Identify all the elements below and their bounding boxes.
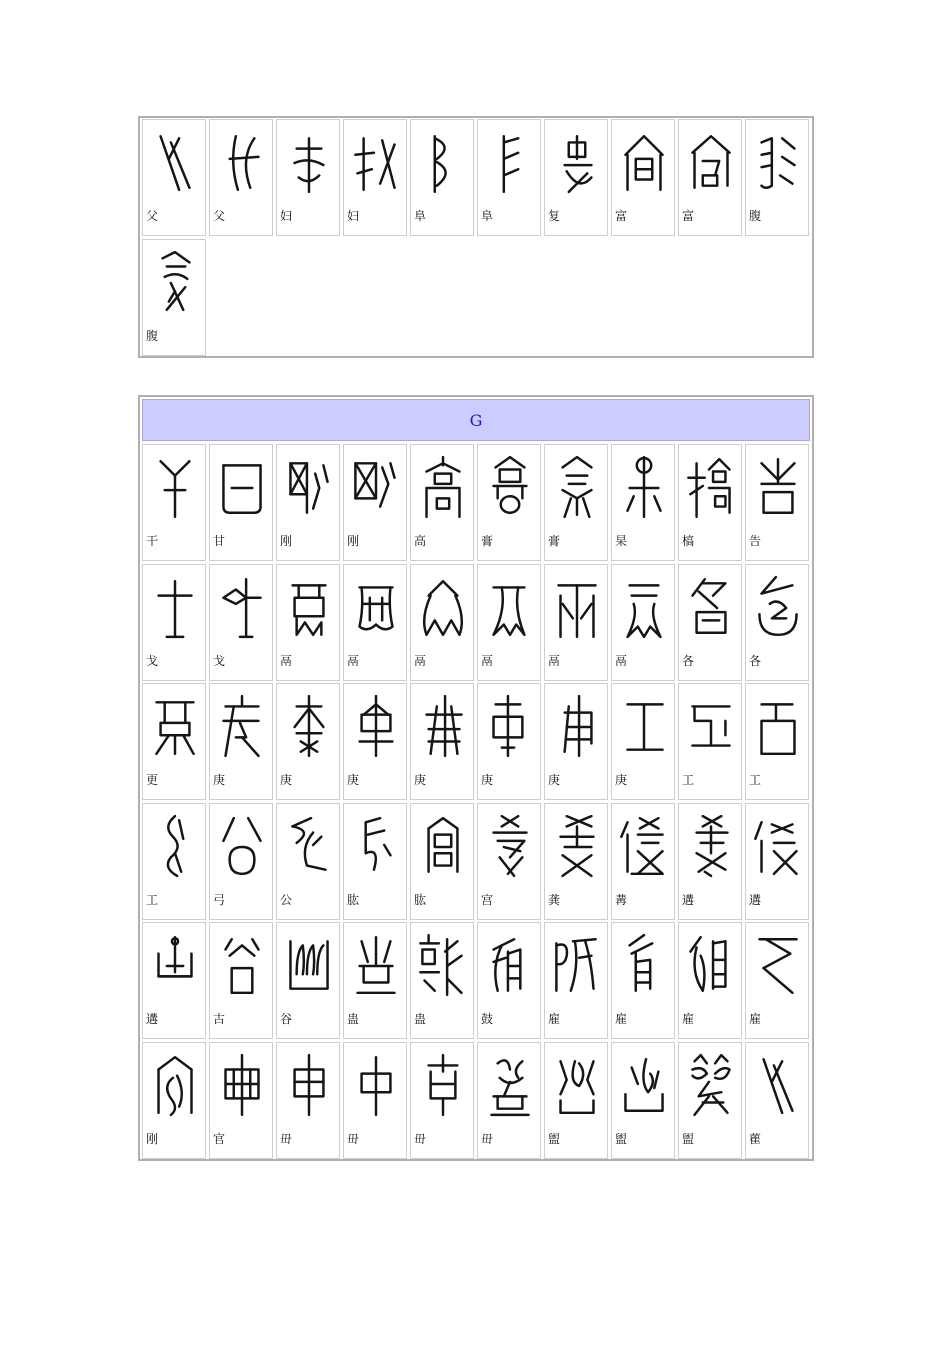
- oracle-bone-glyph-icon: [215, 931, 269, 999]
- character-label: 肱: [414, 892, 427, 907]
- character-label: 毌: [481, 1131, 494, 1146]
- character-cell: [544, 444, 608, 561]
- character-cell: [611, 803, 675, 920]
- character-cell: [276, 119, 340, 236]
- character-label: 戈: [146, 653, 159, 668]
- oracle-bone-glyph-icon: [483, 573, 537, 641]
- character-label: 妇: [347, 209, 360, 223]
- oracle-bone-glyph-icon: [416, 812, 470, 880]
- character-cell: [276, 1042, 340, 1159]
- character-cell: [343, 1042, 407, 1159]
- oracle-bone-glyph-icon: [215, 573, 269, 641]
- character-cell: [343, 803, 407, 920]
- character-cell: [410, 119, 474, 236]
- oracle-bone-glyph-icon: [684, 573, 738, 641]
- character-label: 工: [146, 892, 159, 907]
- oracle-bone-glyph-icon: [550, 812, 604, 880]
- oracle-bone-glyph-icon: [684, 931, 738, 999]
- character-label: 复: [548, 209, 561, 223]
- character-label: 富: [682, 209, 695, 223]
- character-label: 告: [749, 534, 762, 548]
- character-cell: [544, 922, 608, 1039]
- character-cell: [678, 922, 742, 1039]
- character-label: 毌: [280, 1131, 293, 1146]
- oracle-bone-glyph-icon: [483, 453, 537, 521]
- character-cell: [745, 922, 809, 1039]
- oracle-bone-glyph-icon: [349, 128, 403, 196]
- character-cell: [142, 922, 206, 1039]
- oracle-bone-glyph-icon: [751, 128, 805, 196]
- character-cell: [410, 922, 474, 1039]
- character-cell: [142, 683, 206, 800]
- oracle-bone-glyph-icon: [550, 931, 604, 999]
- character-label: 蛊: [347, 1012, 360, 1026]
- character-label: 庚: [615, 773, 628, 787]
- character-label: 宫: [481, 892, 494, 907]
- oracle-bone-glyph-icon: [215, 128, 269, 196]
- oracle-bone-glyph-icon: [617, 1051, 671, 1119]
- character-label: 冓: [615, 892, 628, 907]
- character-cell: [343, 444, 407, 561]
- oracle-bone-glyph-icon: [282, 573, 336, 641]
- character-label: 庚: [481, 773, 494, 787]
- character-label: 古: [213, 1012, 226, 1026]
- character-cell: [209, 444, 273, 561]
- oracle-bone-glyph-icon: [349, 931, 403, 999]
- character-label: 各: [749, 653, 762, 668]
- character-label: 甘: [213, 534, 226, 548]
- character-cell: [544, 119, 608, 236]
- oracle-bone-glyph-icon: [349, 1051, 403, 1119]
- character-cell: [142, 239, 206, 356]
- character-label: 杲: [615, 534, 628, 548]
- oracle-bone-glyph-icon: [215, 1051, 269, 1119]
- character-table-g: [138, 395, 814, 1161]
- character-cell: [745, 1042, 809, 1159]
- character-cell: [276, 683, 340, 800]
- oracle-bone-glyph-icon: [751, 1051, 805, 1119]
- character-cell: [611, 119, 675, 236]
- character-label: 父: [213, 209, 226, 223]
- character-cell: [745, 803, 809, 920]
- character-cell: [611, 444, 675, 561]
- oracle-bone-glyph-icon: [282, 931, 336, 999]
- character-cell: [678, 683, 742, 800]
- character-table-f: [138, 116, 814, 358]
- oracle-bone-glyph-icon: [684, 453, 738, 521]
- character-label: 各: [682, 653, 695, 668]
- oracle-bone-glyph-icon: [148, 573, 202, 641]
- character-label: 蛊: [414, 1012, 427, 1026]
- oracle-bone-glyph-icon: [148, 1051, 202, 1119]
- oracle-bone-glyph-icon: [282, 128, 336, 196]
- character-cell: [276, 564, 340, 681]
- character-cell: [477, 1042, 541, 1159]
- oracle-bone-glyph-icon: [282, 453, 336, 521]
- oracle-bone-glyph-icon: [349, 573, 403, 641]
- oracle-bone-glyph-icon: [416, 692, 470, 760]
- character-cell: [410, 444, 474, 561]
- character-label: 更: [146, 773, 159, 787]
- character-cell: [276, 922, 340, 1039]
- character-cell: [544, 683, 608, 800]
- oracle-bone-glyph-icon: [483, 692, 537, 760]
- oracle-bone-glyph-icon: [483, 128, 537, 196]
- character-label: 腹: [749, 209, 762, 223]
- character-cell: [209, 564, 273, 681]
- oracle-bone-glyph-icon: [416, 573, 470, 641]
- character-cell: [477, 683, 541, 800]
- character-cell: [745, 564, 809, 681]
- character-cell: [544, 564, 608, 681]
- character-label: 盥: [548, 1131, 561, 1146]
- oracle-bone-glyph-icon: [416, 931, 470, 999]
- oracle-bone-glyph-icon: [282, 1051, 336, 1119]
- character-label: 雚: [749, 1131, 762, 1146]
- oracle-bone-glyph-icon: [751, 931, 805, 999]
- character-label: 工: [749, 773, 762, 787]
- character-cell: [745, 119, 809, 236]
- character-cell: [544, 1042, 608, 1159]
- oracle-bone-glyph-icon: [148, 692, 202, 760]
- character-cell: [343, 683, 407, 800]
- character-cell: [276, 444, 340, 561]
- character-cell: [678, 119, 742, 236]
- oracle-bone-glyph-icon: [148, 931, 202, 999]
- oracle-bone-glyph-icon: [483, 812, 537, 880]
- oracle-bone-glyph-icon: [282, 692, 336, 760]
- character-label: 毌: [414, 1131, 427, 1146]
- character-label: 鬲: [615, 653, 628, 668]
- character-label: 工: [682, 773, 695, 787]
- section-header: G: [142, 399, 810, 441]
- character-label: 遘: [749, 892, 762, 907]
- character-cell: [410, 683, 474, 800]
- oracle-bone-glyph-icon: [148, 248, 202, 316]
- character-label: 庚: [280, 773, 293, 787]
- character-cell: [745, 683, 809, 800]
- character-cell: [343, 564, 407, 681]
- character-cell: [410, 564, 474, 681]
- oracle-bone-glyph-icon: [416, 1051, 470, 1119]
- character-label: 遘: [146, 1012, 159, 1026]
- oracle-bone-glyph-icon: [550, 453, 604, 521]
- oracle-bone-glyph-icon: [349, 812, 403, 880]
- oracle-bone-glyph-icon: [617, 573, 671, 641]
- character-cell: [142, 1042, 206, 1159]
- character-cell: [276, 803, 340, 920]
- character-label: 鬲: [548, 653, 561, 668]
- oracle-bone-glyph-icon: [617, 453, 671, 521]
- character-label: 干: [146, 534, 159, 548]
- character-cell: [745, 444, 809, 561]
- character-cell: [209, 803, 273, 920]
- oracle-bone-glyph-icon: [684, 128, 738, 196]
- character-label: 戈: [213, 653, 226, 668]
- oracle-bone-glyph-icon: [684, 812, 738, 880]
- character-label: 庚: [347, 773, 360, 787]
- character-cell: [477, 564, 541, 681]
- character-label: 鼓: [481, 1012, 494, 1026]
- character-label: 雇: [615, 1012, 628, 1026]
- oracle-bone-glyph-icon: [617, 812, 671, 880]
- character-label: 膏: [481, 534, 494, 548]
- oracle-bone-glyph-icon: [148, 128, 202, 196]
- character-cell: [477, 803, 541, 920]
- oracle-bone-glyph-icon: [349, 453, 403, 521]
- character-label: 肱: [347, 892, 360, 907]
- oracle-bone-glyph-icon: [416, 128, 470, 196]
- oracle-bone-glyph-icon: [550, 692, 604, 760]
- oracle-bone-glyph-icon: [215, 692, 269, 760]
- oracle-bone-glyph-icon: [349, 692, 403, 760]
- oracle-bone-glyph-icon: [215, 453, 269, 521]
- character-label: 鬲: [414, 653, 427, 668]
- character-label: 毌: [347, 1131, 360, 1146]
- character-label: 膏: [548, 534, 561, 548]
- oracle-bone-glyph-icon: [148, 812, 202, 880]
- oracle-bone-glyph-icon: [550, 1051, 604, 1119]
- character-cell: [477, 119, 541, 236]
- oracle-bone-glyph-icon: [550, 128, 604, 196]
- oracle-bone-glyph-icon: [215, 812, 269, 880]
- oracle-bone-glyph-icon: [684, 692, 738, 760]
- character-label: 盥: [682, 1131, 695, 1146]
- character-label: 刚: [280, 534, 293, 548]
- character-cell: [477, 444, 541, 561]
- character-cell: [410, 1042, 474, 1159]
- character-cell: [209, 922, 273, 1039]
- character-label: 龚: [548, 892, 561, 907]
- character-cell: [142, 564, 206, 681]
- character-cell: [209, 1042, 273, 1159]
- oracle-bone-glyph-icon: [483, 931, 537, 999]
- character-label: 遘: [682, 892, 695, 907]
- character-label: 槁: [682, 534, 695, 548]
- character-cell: [410, 803, 474, 920]
- character-label: 雇: [749, 1012, 762, 1026]
- character-cell: [678, 444, 742, 561]
- character-label: 鬲: [280, 653, 293, 668]
- character-label: 父: [146, 209, 159, 223]
- character-label: 庚: [414, 773, 427, 787]
- character-label: 雇: [548, 1012, 561, 1026]
- oracle-bone-glyph-icon: [751, 573, 805, 641]
- character-cell: [611, 922, 675, 1039]
- character-cell: [343, 922, 407, 1039]
- oracle-bone-glyph-icon: [751, 453, 805, 521]
- oracle-bone-glyph-icon: [684, 1051, 738, 1119]
- character-label: 妇: [280, 209, 293, 223]
- character-cell: [611, 564, 675, 681]
- oracle-bone-glyph-icon: [483, 1051, 537, 1119]
- character-cell: [544, 803, 608, 920]
- character-label: 雇: [682, 1012, 695, 1026]
- character-label: 弓: [213, 892, 226, 907]
- character-label: 阜: [414, 209, 427, 223]
- oracle-bone-glyph-icon: [282, 812, 336, 880]
- character-label: 富: [615, 209, 628, 223]
- oracle-bone-glyph-icon: [751, 812, 805, 880]
- oracle-bone-glyph-icon: [617, 931, 671, 999]
- character-cell: [678, 1042, 742, 1159]
- character-cell: [142, 803, 206, 920]
- character-label: 鬲: [481, 653, 494, 668]
- character-label: 刚: [146, 1131, 159, 1146]
- character-label: 刚: [347, 534, 360, 548]
- character-cell: [343, 119, 407, 236]
- oracle-bone-glyph-icon: [148, 453, 202, 521]
- character-label: 庚: [213, 773, 226, 787]
- oracle-bone-glyph-icon: [416, 453, 470, 521]
- character-label: 公: [280, 892, 293, 907]
- character-cell: [678, 564, 742, 681]
- character-cell: [209, 119, 273, 236]
- character-label: 官: [213, 1131, 226, 1146]
- character-label: 谷: [280, 1012, 293, 1026]
- character-label: 高: [414, 534, 427, 548]
- character-cell: [209, 683, 273, 800]
- character-cell: [142, 119, 206, 236]
- oracle-bone-glyph-icon: [751, 692, 805, 760]
- character-cell: [611, 1042, 675, 1159]
- character-label: 盥: [615, 1131, 628, 1146]
- character-label: 庚: [548, 773, 561, 787]
- oracle-bone-glyph-icon: [617, 692, 671, 760]
- oracle-bone-glyph-icon: [617, 128, 671, 196]
- character-cell: [611, 683, 675, 800]
- character-label: 鬲: [347, 653, 360, 668]
- oracle-bone-glyph-icon: [550, 573, 604, 641]
- character-cell: [678, 803, 742, 920]
- character-label: 阜: [481, 209, 494, 223]
- character-cell: [477, 922, 541, 1039]
- character-label: 腹: [146, 328, 159, 343]
- character-cell: [142, 444, 206, 561]
